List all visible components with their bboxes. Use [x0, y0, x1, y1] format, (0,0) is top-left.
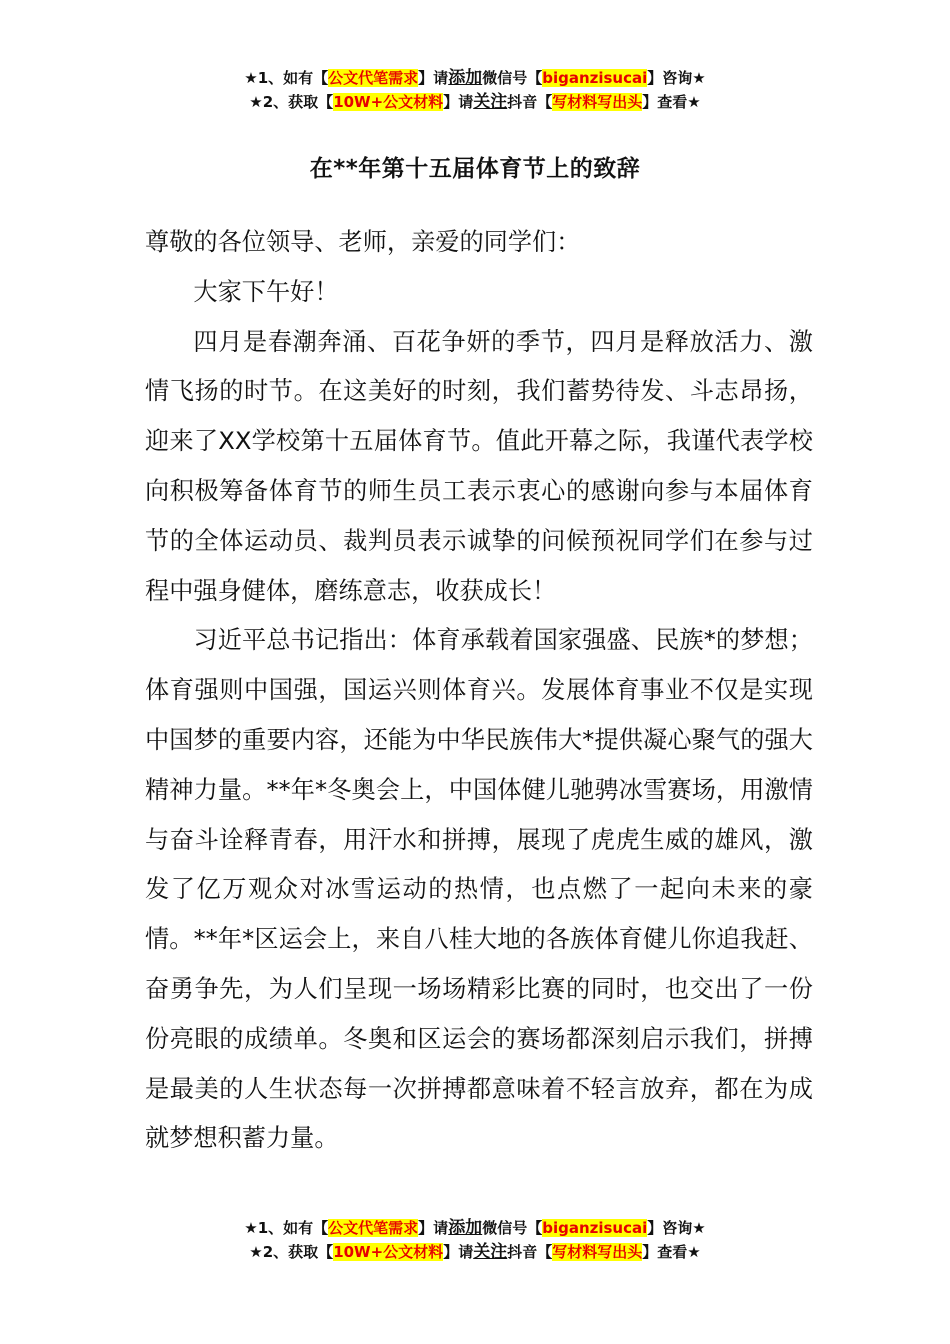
document-title: 在**年第十五届体育节上的致辞 [309, 156, 641, 182]
banner-highlight: 公文代笔需求 [328, 1219, 419, 1237]
banner-douyin-id: 写材料写出头 [552, 93, 643, 111]
banner-line-1: ★1、如有【公文代笔需求】请添加微信号【biganzisucai】咨询★ [244, 1218, 706, 1238]
banner-wechat-id: biganzisucai [542, 69, 648, 87]
paragraph: 四月是春潮奔涌、百花争妍的季节，四月是释放活力、激情飞扬的时节。在这美好的时刻，我们蓄势待发、斗志昂扬，迎来了XX学校第十五届体育节。值此开幕之际，我谨代表学校向积极筹备体育节的师生员工表示衷心的感谢向参与本届体育节的全体运动员、裁判员表示诚挚的问候预祝同学们在参与过程中强身健体，磨练意志，收获成长！ [145, 327, 813, 605]
banner-douyin-id: 写材料写出头 [552, 1243, 643, 1261]
header-banner [0, 66, 950, 114]
banner-line-1: ★1、如有【公文代笔需求】请添加微信号【biganzisucai】咨询★ [244, 68, 706, 88]
banner-wechat-id: biganzisucai [542, 1219, 648, 1237]
footer-banner [0, 1216, 950, 1264]
paragraph: 大家下午好！ [193, 277, 339, 306]
banner-emphasis: 关注 [473, 1242, 508, 1262]
banner-emphasis: 添加 [448, 68, 483, 88]
paragraph: 习近平总书记指出：体育承载着国家强盛、民族*的梦想；体育强则中国强，国运兴则体育兴。发展体育事业不仅是实现中国梦的重要内容，还能为中华民族伟大*提供凝心聚气的强大精神力量。**年*冬奥会上，中国体健儿驰骋冰雪赛场，用激情与奋斗诠释青春，用汗水和拼搏，展现了虎虎生威的雄风，激发了亿万观众对冰雪运动的热情，也点燃了一起向未来的豪情。**年*区运会上，来自八桂大地的各族体育健儿你追我赶、奋勇争先，为人们呈现一场场精彩比赛的同时，也交出了一份份亮眼的成绩单。冬奥和区运会的赛场都深刻启示我们，拼搏是最美的人生状态每一次拼搏都意味着不轻言放弃，都在为成就梦想积蓄力量。 [145, 626, 813, 1153]
banner-highlight: 10W+公文材料 [333, 93, 444, 111]
banner-emphasis: 关注 [473, 92, 508, 112]
document-body [145, 218, 813, 1164]
banner-highlight: 10W+公文材料 [333, 1243, 444, 1261]
banner-highlight: 公文代笔需求 [328, 69, 419, 87]
banner-line-2: ★2、获取【10W+公文材料】请关注抖音【写材料写出头】查看★ [249, 1242, 701, 1262]
salutation: 尊敬的各位领导、老师，亲爱的同学们： [145, 228, 581, 256]
banner-line-2: ★2、获取【10W+公文材料】请关注抖音【写材料写出头】查看★ [249, 92, 701, 112]
banner-emphasis: 添加 [448, 1218, 483, 1238]
